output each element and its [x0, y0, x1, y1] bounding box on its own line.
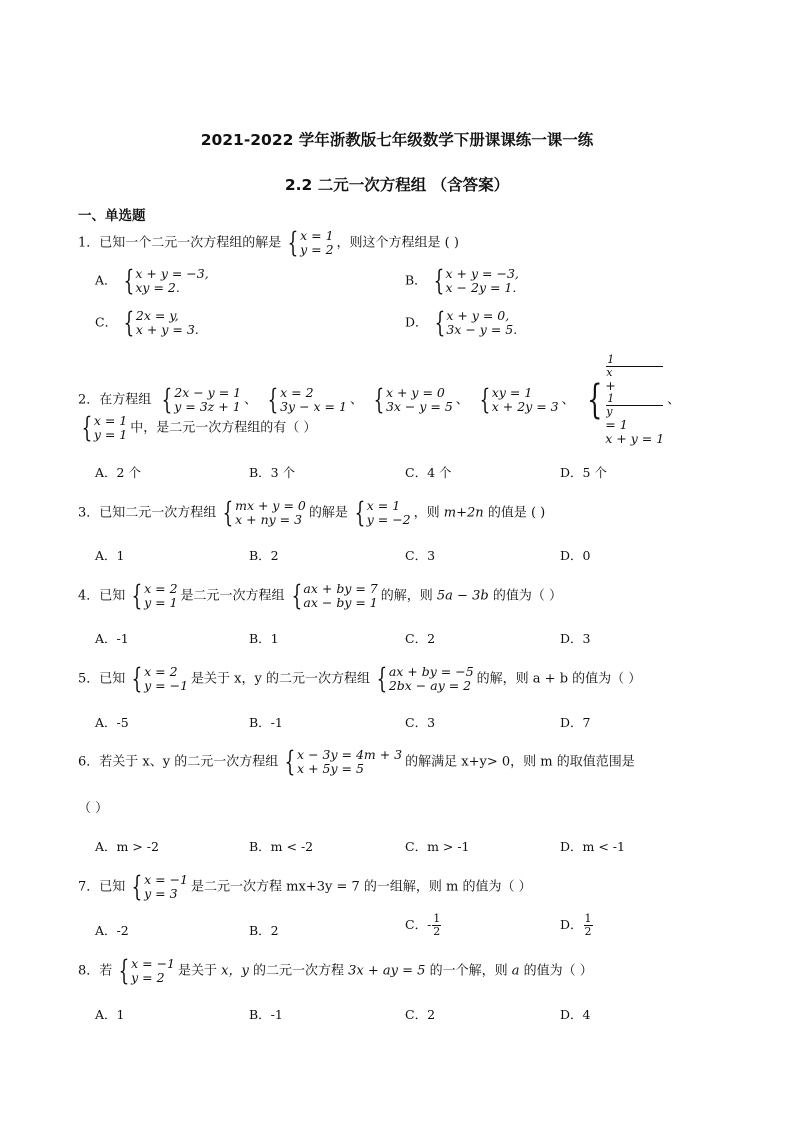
question-1: [78, 226, 459, 259]
q7-option-c[interactable]: C．- $\frac{1}{2}$: [405, 912, 441, 938]
q5-solution: { x = 2 y = −1: [131, 662, 189, 695]
q7-option-a[interactable]: A．-2: [95, 923, 129, 938]
q5-option-d[interactable]: D．7: [560, 715, 591, 730]
question-6-paren: （ ）: [78, 801, 109, 816]
question-2: 2．在方程组 { 2x − y = 1 y = 3z + 1 、 { x = 2 3y − x = 1 、 { x + y = 0 3x − y = 5 、 { xy = 1 x + 2y = 3 、 { 1 x + 1 y = 1 x + y = 1 、: [78, 353, 681, 446]
q8-option-a[interactable]: A．1: [95, 1007, 125, 1022]
question-1-solution: { x = 1 y = 2: [287, 226, 334, 259]
q3-option-a[interactable]: A．1: [95, 548, 125, 563]
question-1-text: 1．已知一个二元一次方程组的解是: [78, 235, 282, 251]
q6-option-c[interactable]: C．m > -1: [405, 839, 470, 854]
question-3: 3．已知二元一次方程组 { mx + y = 0 x + ny = 3 的解是 { x = 1 y = −2 ，则 m+2n 的值是 ( ): [78, 496, 546, 529]
q1-option-c[interactable]: C． { 2x = y, x + y = 3.: [95, 306, 199, 339]
q3-option-c[interactable]: C．3: [405, 548, 436, 563]
q6-option-b[interactable]: B．m < -2: [249, 839, 314, 854]
q5-option-c[interactable]: C．3: [405, 715, 436, 730]
q4-system: { ax + by = 7 ax − by = 1: [291, 579, 378, 612]
q2-system-3: { x + y = 0 3x − y = 5: [373, 383, 453, 416]
q4-option-b[interactable]: B．1: [249, 631, 279, 646]
q2-system-5: { 1 x + 1 y = 1 x + y = 1: [586, 353, 665, 446]
q3-system: { mx + y = 0 x + ny = 3: [222, 496, 306, 529]
q3-solution: { x = 1 y = −2: [354, 496, 411, 529]
q3-option-b[interactable]: B．2: [249, 548, 279, 563]
q2-system-2: { x = 2 3y − x = 1: [267, 383, 347, 416]
q4-option-c[interactable]: C．2: [405, 631, 436, 646]
q2-option-a[interactable]: A．2 个: [95, 465, 141, 480]
q7-option-d[interactable]: D． $\frac{1}{2}$: [560, 912, 592, 938]
q6-system: { x − 3y = 4m + 3 x + 5y = 5: [284, 745, 403, 778]
q6-option-d[interactable]: D．m < -1: [560, 839, 625, 854]
q2-system-4: { xy = 1 x + 2y = 3: [479, 383, 559, 416]
document-title-line2: 2.2 二元一次方程组 （含答案）: [284, 176, 510, 194]
q6-option-a[interactable]: A．m > -2: [95, 839, 159, 854]
q7-option-b[interactable]: B．2: [249, 923, 279, 938]
q8-option-c[interactable]: C．2: [405, 1007, 436, 1022]
q8-option-b[interactable]: B．-1: [249, 1007, 283, 1022]
question-2-cont: { x = 1 y = 1 中，是二元一次方程组的有（ ）: [78, 414, 316, 442]
question-6: 6．若关于 x、y 的二元一次方程组 { x − 3y = 4m + 3 x + 5y = 5 的解满足 x+y> 0，则 m 的取值范围是: [78, 745, 635, 778]
q7-solution: { x = −1 y = 3: [131, 870, 189, 903]
q1-option-a[interactable]: A． { x + y = −3, xy = 2.: [95, 264, 209, 297]
section-heading: 一、单选题: [78, 208, 146, 224]
q2-system-6: { x = 1 y = 1: [81, 411, 128, 444]
q4-option-a[interactable]: A．-1: [95, 631, 129, 646]
q2-option-b[interactable]: B．3 个: [249, 465, 296, 480]
q2-option-d[interactable]: D．5 个: [560, 465, 607, 480]
q5-system: { ax + by = −5 2bx − ay = 2: [376, 662, 474, 695]
question-4: 4．已知 { x = 2 y = 1 是二元一次方程组 { ax + by = 7 ax − by = 1 的解，则 5a − 3b 的值为（ ）: [78, 579, 562, 612]
q2-system-1: { 2x − y = 1 y = 3z + 1: [161, 383, 242, 416]
document-title-line1: 2021-2022 学年浙教版七年级数学下册课课练一课一练: [200, 131, 594, 149]
q1-option-b[interactable]: B． { x + y = −3, x − 2y = 1.: [405, 264, 519, 297]
q2-option-c[interactable]: C．4 个: [405, 465, 452, 480]
q8-solution: { x = −1 y = 2: [118, 954, 176, 987]
q5-option-a[interactable]: A．-5: [95, 715, 129, 730]
question-8: 8．若 { x = −1 y = 2 是关于 x，y 的二元一次方程 3x + ay = 5 的一个解，则 a 的值为（ ）: [78, 954, 593, 987]
q1-option-d[interactable]: D． { x + y = 0, 3x − y = 5.: [405, 306, 518, 339]
question-7: 7．已知 { x = −1 y = 3 是二元一次方程 mx+3y = 7 的一组解，则 m 的值为（ ）: [78, 870, 532, 903]
q4-solution: { x = 2 y = 1: [131, 579, 178, 612]
q4-option-d[interactable]: D．3: [560, 631, 591, 646]
q5-option-b[interactable]: B．-1: [249, 715, 283, 730]
q3-option-d[interactable]: D．0: [560, 548, 591, 563]
question-1-text-end: ，则这个方程组是 ( ): [336, 235, 459, 251]
question-5: 5．已知 { x = 2 y = −1 是关于 x，y 的二元一次方程组 { ax + by = −5 2bx − ay = 2 的解，则 a + b 的值为（ ）: [78, 662, 642, 695]
q8-option-d[interactable]: D．4: [560, 1007, 591, 1022]
